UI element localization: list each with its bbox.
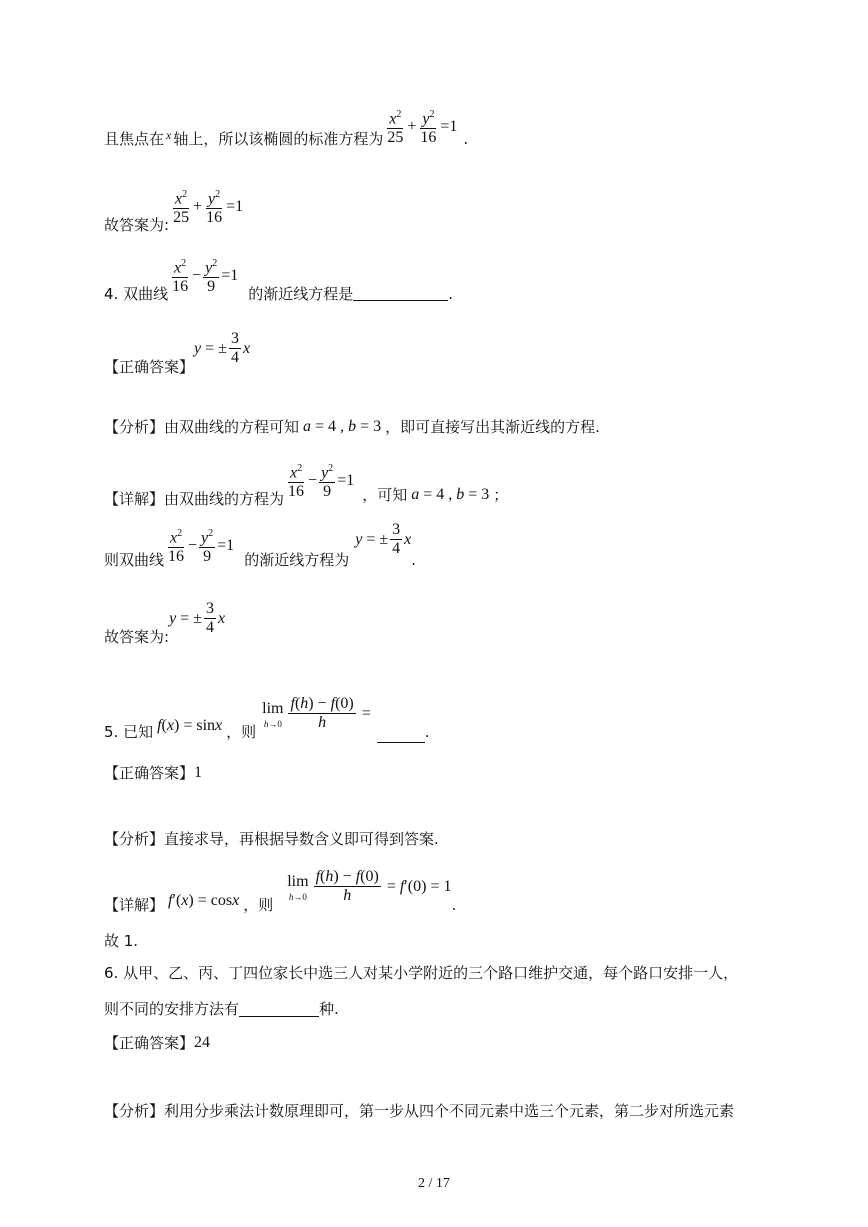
answer-blank [239,1002,319,1017]
math-inline: a = 4 , b = 3 [411,485,490,503]
hyperbola-equation: $\frac{x^2}{16}$ − $\frac{y^2}{9}$ =1 [168,255,238,296]
text-span: ，可知 [362,485,408,504]
text-line [104,109,469,159]
detail-label: 【详解】 [104,489,165,508]
text-span: ，即可直接写出其渐近线的方程. [385,418,600,436]
text-span: . [448,284,454,303]
derivative: f′(x) = cosx [168,891,240,909]
text-span: 故答案为: [104,627,170,646]
asymptote-equation: y = ± $\frac{3}{4}$ x [355,521,412,558]
text-span: 则不同的安排方法有 [104,1000,240,1018]
question-6-cont [104,998,339,1020]
final-answer-line [104,600,226,646]
answer-value: 1 [194,764,203,781]
detail-label: 【详解】 [104,895,165,914]
text-span: 的渐近线方程是 [248,284,354,303]
answer-line [104,762,202,784]
math-inline: a = 4 , b = 3 [303,418,382,435]
text-span: 故答案为: [104,215,170,234]
answer-line [104,1032,210,1054]
math-var: x [166,127,172,142]
answer-blank [353,286,448,301]
analysis-label: 【分析】 [104,418,165,436]
limit-result: lim h→0 $\frac{f(h) - f(0)}{h}$ = f ′(0) = 1 [287,868,452,904]
text-span: 种. [319,1000,339,1018]
analysis-line [104,1100,734,1122]
detail-line [104,521,417,569]
text-span: ； [493,485,509,504]
text-span: . [463,129,469,148]
detail-line [104,868,457,914]
answer-line [104,330,251,376]
hyperbola-equation: $\frac{x^2}{16}$ − $\frac{y^2}{9}$ =1 [284,460,354,501]
function-def: f(x) = sinx [157,716,223,734]
analysis-line [104,828,439,850]
page-number: 2 / 17 [418,1176,450,1191]
analysis-line [104,416,600,438]
text-span: 故 1. [104,932,139,950]
asymptote-equation: y = ± $\frac{3}{4}$ x [194,330,251,366]
answer-blank [377,728,425,743]
text-span: 且焦点在 [104,129,165,148]
text-span: 直接求导，再根据导数含义即可得到答案. [164,830,439,848]
text-span: 轴上，所以该椭圆的标准方程为 [173,129,384,148]
question-4 [104,255,454,303]
analysis-label: 【分析】 [104,830,165,848]
final-answer-line [104,930,138,952]
answer-value: 24 [194,1034,211,1051]
text-span: 由双曲线的方程为 [164,489,285,508]
text-span: 利用分步乘法计数原理即可，第一步从四个不同元素中选三个元素，第二步对所选元素 [164,1102,735,1120]
answer-label: 【正确答案】 [104,764,195,782]
text-span: ，则 [226,722,257,741]
text-span: 则双曲线 [104,550,165,569]
answer-label: 【正确答案】 [104,1034,195,1052]
text-line [104,186,244,234]
ellipse-equation: $\frac{x^2}{25}$ + $\frac{y^2}{16}$ =1 [169,186,243,227]
text-span: . [411,550,417,569]
question-6 [104,962,738,984]
text-span: . [451,895,457,914]
text-span: 的渐近线方程为 [244,550,350,569]
ellipse-equation: $\frac{x^2}{25}$ + $\frac{y^2}{16}$ =1 [383,106,457,147]
asymptote-equation: y = ± $\frac{3}{4}$ x [169,600,226,636]
detail-line [104,460,509,508]
hyperbola-equation: $\frac{x^2}{16}$ − $\frac{y^2}{9}$ =1 [164,525,234,566]
text-span: 由双曲线的方程可知 [164,418,300,436]
text-span: 6. 从甲、乙、丙、丁四位家长中选三人对某小学附近的三个路口维护交通，每个路口安排一人， [104,964,739,982]
analysis-label: 【分析】 [104,1102,165,1120]
question-5 [104,695,430,741]
text-span: 5. 已知 [104,722,154,741]
limit-expression: lim h→0 $\frac{f(h) - f(0)}{h}$ = [262,695,371,731]
text-span: ，则 [243,895,274,914]
answer-label: 【正确答案】 [104,357,195,376]
text-span: 4. 双曲线 [104,284,169,303]
text-span: . [424,722,430,741]
